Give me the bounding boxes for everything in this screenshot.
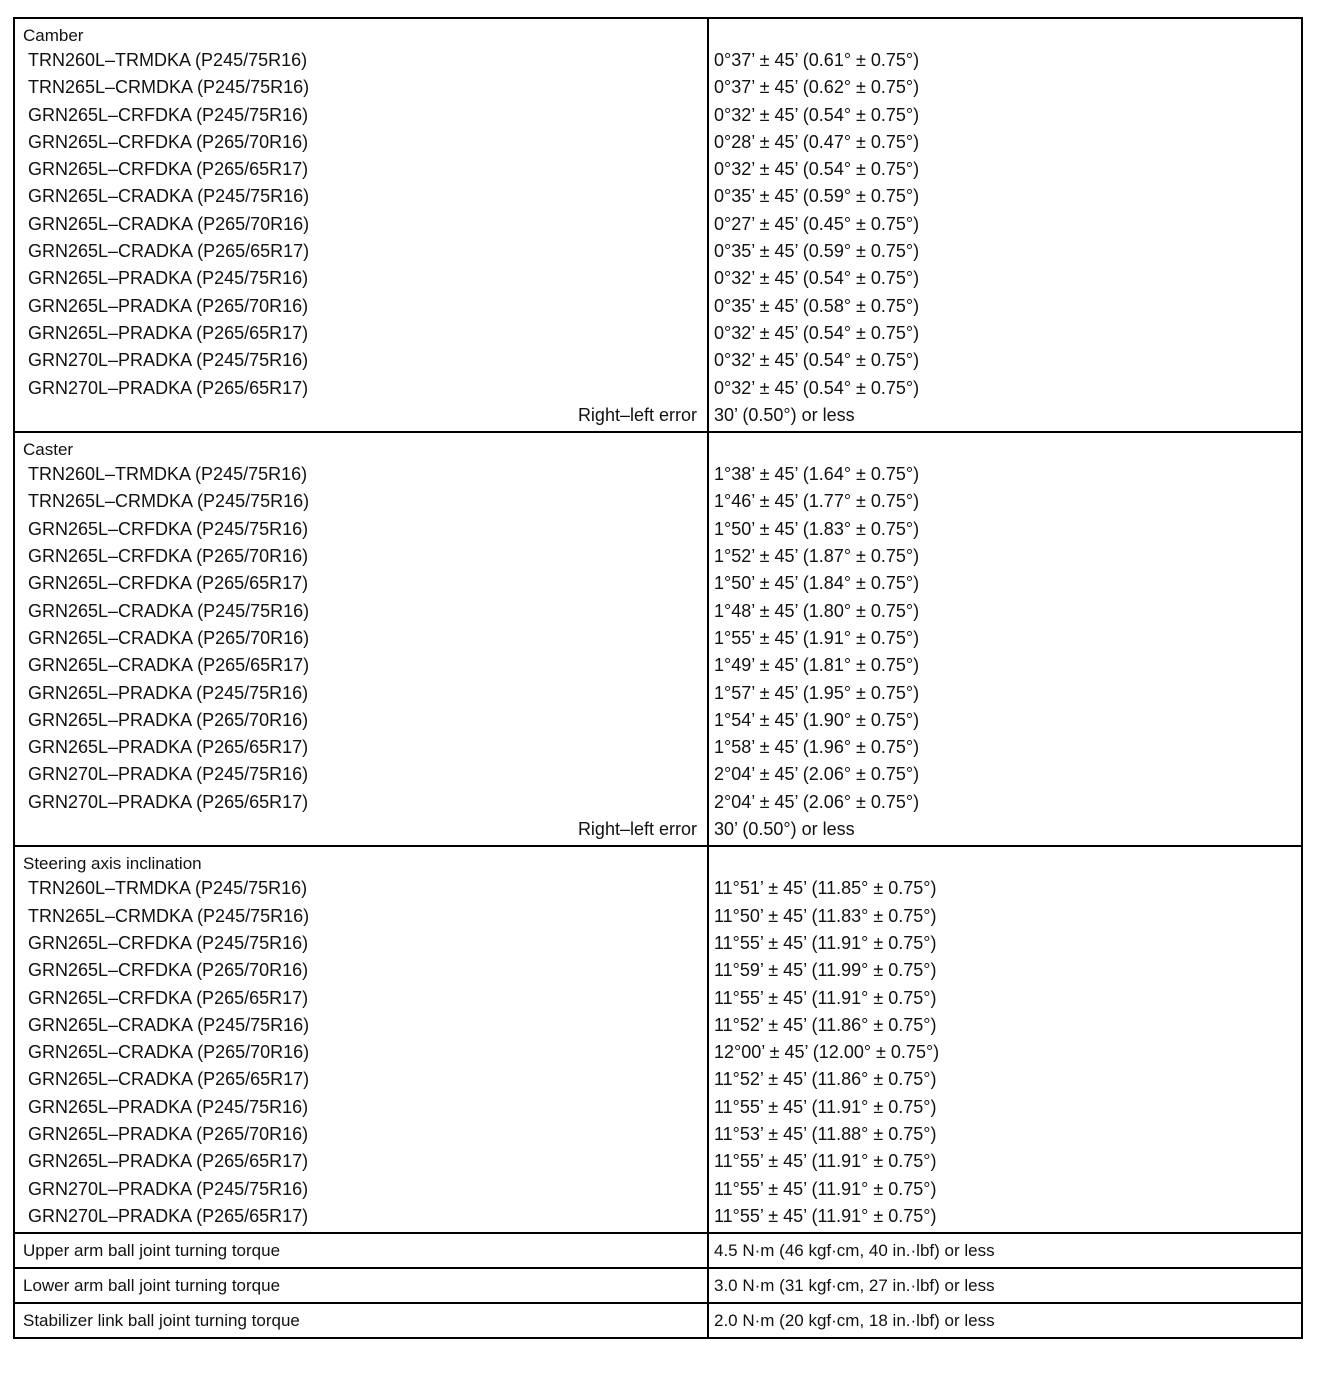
model-label: GRN265L–PRADKA (P265/70R16) xyxy=(28,1123,309,1144)
spec-value: 11°52’ ± 45’ (11.86° ± 0.75°) xyxy=(714,1069,937,1090)
model-label: GRN265L–PRADKA (P245/75R16) xyxy=(28,1096,309,1117)
model-label: GRN265L–PRADKA (P265/65R17) xyxy=(28,737,309,758)
section-steering-axis-inclination xyxy=(15,845,1301,1232)
spec-value: 0°32’ ± 45’ (0.54° ± 0.75°) xyxy=(714,268,920,289)
model-label: GRN265L–PRADKA (P265/70R16) xyxy=(28,709,309,730)
spec-value: 0°32’ ± 45’ (0.54° ± 0.75°) xyxy=(714,350,920,371)
spec-value: 2°04’ ± 45’ (2.06° ± 0.75°) xyxy=(714,791,920,812)
spec-value: 11°55’ ± 45’ (11.91° ± 0.75°) xyxy=(714,987,937,1008)
lower-arm-value-cell xyxy=(709,1269,1301,1302)
spec-label: Lower arm ball joint turning torque xyxy=(23,1276,281,1296)
upper-arm-value-cell xyxy=(709,1234,1301,1267)
spec-value: 4.5 N·m (46 kgf·cm, 40 in.·lbf) or less xyxy=(714,1241,995,1261)
spec-value: 1°46’ ± 45’ (1.77° ± 0.75°) xyxy=(714,491,920,512)
header-spacer xyxy=(714,852,1295,875)
model-label: GRN265L–CRADKA (P265/70R16) xyxy=(28,1042,310,1063)
model-label: TRN265L–CRMDKA (P245/75R16) xyxy=(28,491,310,512)
model-label: GRN265L–CRFDKA (P265/65R17) xyxy=(28,159,309,180)
header-spacer xyxy=(714,438,1295,461)
spec-table xyxy=(13,17,1303,1339)
spec-value: 2°04’ ± 45’ (2.06° ± 0.75°) xyxy=(714,764,920,785)
model-label: GRN265L–CRADKA (P245/75R16) xyxy=(28,600,310,621)
spec-value: 1°52’ ± 45’ (1.87° ± 0.75°) xyxy=(714,546,920,567)
model-label: GRN265L–CRADKA (P245/75R16) xyxy=(28,1014,310,1035)
spec-value: 0°27’ ± 45’ (0.45° ± 0.75°) xyxy=(714,213,920,234)
caster-label-column xyxy=(15,433,709,845)
model-label: GRN265L–CRFDKA (P245/75R16) xyxy=(28,104,309,125)
right-left-error-value: 30’ (0.50°) or less xyxy=(714,404,855,425)
model-label: TRN260L–TRMDKA (P245/75R16) xyxy=(28,50,308,70)
steering-axis-value-column xyxy=(709,847,1301,1232)
spec-value: 11°55’ ± 45’ (11.91° ± 0.75°) xyxy=(714,1151,937,1172)
spec-value: 1°50’ ± 45’ (1.83° ± 0.75°) xyxy=(714,518,920,539)
spec-value: 1°38’ ± 45’ (1.64° ± 0.75°) xyxy=(714,464,920,485)
spec-value: 1°54’ ± 45’ (1.90° ± 0.75°) xyxy=(714,709,920,730)
spec-value: 0°32’ ± 45’ (0.54° ± 0.75°) xyxy=(714,159,920,180)
spec-value: 0°28’ ± 45’ (0.47° ± 0.75°) xyxy=(714,131,920,152)
model-label: GRN265L–CRFDKA (P265/70R16) xyxy=(28,960,309,981)
spec-value: 2.0 N·m (20 kgf·cm, 18 in.·lbf) or less xyxy=(714,1311,995,1331)
section-lower-arm-ball-joint xyxy=(15,1267,1301,1302)
model-label: GRN270L–PRADKA (P265/65R17) xyxy=(28,791,309,812)
model-label: GRN265L–PRADKA (P245/75R16) xyxy=(28,268,309,289)
steering-axis-label-column xyxy=(15,847,709,1232)
spec-value: 1°57’ ± 45’ (1.95° ± 0.75°) xyxy=(714,682,920,703)
caster-value-column xyxy=(709,433,1301,845)
model-label: GRN265L–CRFDKA (P265/70R16) xyxy=(28,131,309,152)
model-label: TRN265L–CRMDKA (P245/75R16) xyxy=(28,905,310,926)
model-label: GRN265L–CRADKA (P265/70R16) xyxy=(28,213,310,234)
spec-value: 0°35’ ± 45’ (0.59° ± 0.75°) xyxy=(714,241,920,262)
model-label: GRN265L–CRFDKA (P245/75R16) xyxy=(28,932,309,953)
right-left-error-value: 30’ (0.50°) or less xyxy=(714,819,855,840)
spec-value: 12°00’ ± 45’ (12.00° ± 0.75°) xyxy=(714,1042,940,1063)
model-label: TRN260L–TRMDKA (P245/75R16) xyxy=(28,464,308,485)
model-label: TRN265L–CRMDKA (P245/75R16) xyxy=(28,77,310,98)
model-label: GRN270L–PRADKA (P245/75R16) xyxy=(28,1178,309,1199)
spec-value: 11°51’ ± 45’ (11.85° ± 0.75°) xyxy=(714,878,937,899)
model-label: GRN265L–PRADKA (P265/65R17) xyxy=(28,1151,309,1172)
model-label: GRN265L–CRADKA (P265/65R17) xyxy=(28,241,310,262)
spec-value: 1°48’ ± 45’ (1.80° ± 0.75°) xyxy=(714,600,920,621)
section-camber xyxy=(15,19,1301,431)
section-title: Steering axis inclination xyxy=(23,854,202,874)
stabilizer-value-cell xyxy=(709,1304,1301,1337)
spec-value: 0°35’ ± 45’ (0.59° ± 0.75°) xyxy=(714,186,920,207)
spec-value: 0°37’ ± 45’ (0.62° ± 0.75°) xyxy=(714,77,920,98)
spec-value: 0°32’ ± 45’ (0.54° ± 0.75°) xyxy=(714,104,920,125)
lower-arm-label-cell xyxy=(15,1269,709,1302)
spec-value: 1°58’ ± 45’ (1.96° ± 0.75°) xyxy=(714,737,920,758)
right-left-error-label: Right–left error xyxy=(577,819,697,840)
spec-value: 3.0 N·m (31 kgf·cm, 27 in.·lbf) or less xyxy=(714,1276,995,1296)
model-label: GRN270L–PRADKA (P245/75R16) xyxy=(28,350,309,371)
stabilizer-label-cell xyxy=(15,1304,709,1337)
spec-value: 11°55’ ± 45’ (11.91° ± 0.75°) xyxy=(714,1096,937,1117)
section-title: Camber xyxy=(23,26,84,45)
spec-value: 11°52’ ± 45’ (11.86° ± 0.75°) xyxy=(714,1014,937,1035)
spec-value: 1°49’ ± 45’ (1.81° ± 0.75°) xyxy=(714,655,920,676)
right-left-error-label: Right–left error xyxy=(577,404,697,425)
model-label: GRN270L–PRADKA (P245/75R16) xyxy=(28,764,309,785)
camber-value-column xyxy=(709,19,1301,431)
upper-arm-label-cell xyxy=(15,1234,709,1267)
model-label: GRN265L–CRADKA (P265/70R16) xyxy=(28,627,310,648)
model-label: GRN265L–CRFDKA (P265/65R17) xyxy=(28,573,309,594)
spec-label: Stabilizer link ball joint turning torque xyxy=(23,1311,300,1331)
header-spacer xyxy=(714,24,1295,47)
section-title: Caster xyxy=(23,440,74,460)
model-label: GRN265L–CRADKA (P245/75R16) xyxy=(28,186,310,207)
spec-value: 0°32’ ± 45’ (0.54° ± 0.75°) xyxy=(714,322,920,343)
model-label: GRN265L–CRFDKA (P245/75R16) xyxy=(28,518,309,539)
model-label: GRN265L–PRADKA (P265/70R16) xyxy=(28,295,309,316)
model-label: GRN265L–CRADKA (P265/65R17) xyxy=(28,655,310,676)
camber-label-column xyxy=(15,19,709,431)
spec-value: 1°50’ ± 45’ (1.84° ± 0.75°) xyxy=(714,573,920,594)
spec-value: 0°37’ ± 45’ (0.61° ± 0.75°) xyxy=(714,50,920,70)
model-label: GRN270L–PRADKA (P265/65R17) xyxy=(28,377,309,398)
section-caster xyxy=(15,431,1301,845)
model-label: GRN270L–PRADKA (P265/65R17) xyxy=(28,1205,309,1226)
spec-value: 11°53’ ± 45’ (11.88° ± 0.75°) xyxy=(714,1123,937,1144)
spec-value: 1°55’ ± 45’ (1.91° ± 0.75°) xyxy=(714,627,920,648)
spec-value: 0°35’ ± 45’ (0.58° ± 0.75°) xyxy=(714,295,920,316)
model-label: TRN260L–TRMDKA (P245/75R16) xyxy=(28,878,308,899)
spec-value: 11°59’ ± 45’ (11.99° ± 0.75°) xyxy=(714,960,937,981)
spec-value: 11°55’ ± 45’ (11.91° ± 0.75°) xyxy=(714,932,937,953)
spec-value: 0°32’ ± 45’ (0.54° ± 0.75°) xyxy=(714,377,920,398)
section-upper-arm-ball-joint xyxy=(15,1232,1301,1267)
model-label: GRN265L–CRADKA (P265/65R17) xyxy=(28,1069,310,1090)
model-label: GRN265L–PRADKA (P245/75R16) xyxy=(28,682,309,703)
spec-value: 11°55’ ± 45’ (11.91° ± 0.75°) xyxy=(714,1178,937,1199)
model-label: GRN265L–CRFDKA (P265/65R17) xyxy=(28,987,309,1008)
spec-value: 11°50’ ± 45’ (11.83° ± 0.75°) xyxy=(714,905,937,926)
spec-label: Upper arm ball joint turning torque xyxy=(23,1241,281,1261)
model-label: GRN265L–PRADKA (P265/65R17) xyxy=(28,322,309,343)
model-label: GRN265L–CRFDKA (P265/70R16) xyxy=(28,546,309,567)
spec-value: 11°55’ ± 45’ (11.91° ± 0.75°) xyxy=(714,1205,937,1226)
section-stabilizer-link-ball-joint xyxy=(15,1302,1301,1337)
